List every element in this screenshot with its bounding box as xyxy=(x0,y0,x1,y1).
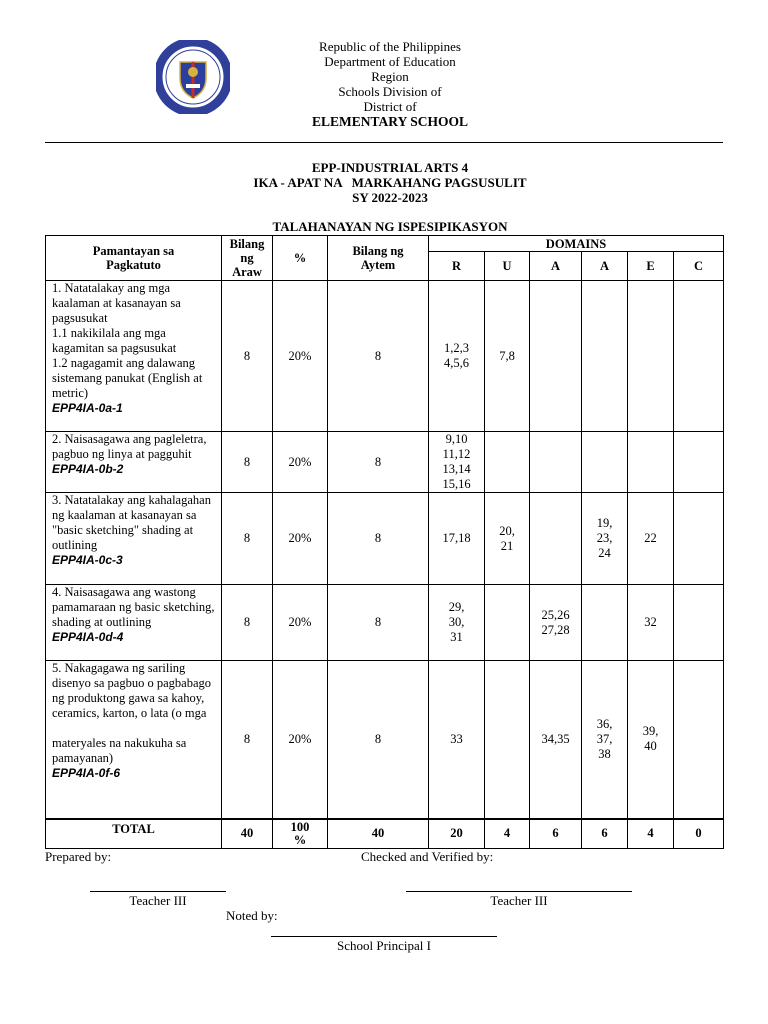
percent-cell: 20% xyxy=(273,281,328,432)
principal-signature-line xyxy=(271,936,497,937)
subject-title: EPP-INDUSTRIAL ARTS 4 xyxy=(311,160,469,175)
competency-code: EPP4IA-0a-1 xyxy=(52,401,123,415)
domain-e-cell: 32 xyxy=(628,585,674,661)
letterhead xyxy=(230,39,550,129)
domain-a1-cell xyxy=(530,281,582,432)
days-cell: 8 xyxy=(222,432,273,493)
total-domain-c: 0 xyxy=(674,819,724,849)
domain-a2-cell: 19, 23, 24 xyxy=(582,493,628,585)
domain-r-cell: 9,10 11,12 13,14 15,16 xyxy=(429,432,485,493)
total-items: 40 xyxy=(328,819,429,849)
teacher1-signature-line xyxy=(90,891,226,892)
total-domain-a1: 6 xyxy=(530,819,582,849)
domain-u-cell xyxy=(485,585,530,661)
domain-u-cell: 20, 21 xyxy=(485,493,530,585)
total-domain-u: 4 xyxy=(485,819,530,849)
table-row xyxy=(46,661,724,819)
col-header-competency: Pamantayan sa Pagkatuto xyxy=(46,236,222,281)
school-year: SY 2022-2023 xyxy=(352,190,428,205)
competency-code: EPP4IA-0d-4 xyxy=(52,630,124,644)
deped-seal-logo xyxy=(156,40,230,114)
domain-a1-cell: 25,26 27,28 xyxy=(530,585,582,661)
days-cell: 8 xyxy=(222,493,273,585)
days-cell: 8 xyxy=(222,585,273,661)
domain-label: A xyxy=(582,252,628,281)
header-divider xyxy=(45,142,723,143)
header-line: Department of Education xyxy=(324,54,456,69)
table-row xyxy=(46,493,724,585)
percent-cell: 20% xyxy=(273,585,328,661)
table-header-row xyxy=(46,236,724,252)
competency-text: 1. Natatalakay ang mga kaalaman at kasanayan sa pagsusukat 1.1 nakikilala ang mga kagamitan sa pagsusukat 1.2 nagagamit ang dalawang sistemang panukat (English at metric) xyxy=(52,281,203,400)
exam-titles xyxy=(160,160,620,205)
competency-cell xyxy=(46,493,222,585)
domain-e-cell: 39, 40 xyxy=(628,661,674,819)
header-line: Schools Division of xyxy=(338,84,442,99)
noted-by-label: Noted by: xyxy=(226,908,278,923)
col-header-percent: % xyxy=(273,236,328,281)
items-cell: 8 xyxy=(328,432,429,493)
total-percent: 100 % xyxy=(273,819,328,849)
items-cell: 8 xyxy=(328,281,429,432)
competency-text: 5. Nakagagawa ng sariling disenyo sa pagbuo o pagbabago ng produktong gawa sa kahoy, ceramics, karton, o lata (o mga materyales na nakukuha sa pamayanan) xyxy=(52,661,211,765)
total-label: TOTAL xyxy=(46,819,222,849)
domain-r-cell: 1,2,3 4,5,6 xyxy=(429,281,485,432)
competency-code: EPP4IA-0f-6 xyxy=(52,766,121,780)
domain-label: C xyxy=(674,252,724,281)
items-cell: 8 xyxy=(328,493,429,585)
competency-cell xyxy=(46,585,222,661)
principal-title: School Principal I xyxy=(337,938,431,953)
domain-c-cell xyxy=(674,432,724,493)
col-header-domains: DOMAINS xyxy=(429,236,724,252)
domain-c-cell xyxy=(674,661,724,819)
domain-e-cell: 22 xyxy=(628,493,674,585)
domain-a2-cell: 36, 37, 38 xyxy=(582,661,628,819)
table-title: TALAHANAYAN NG ISPESIPIKASYON xyxy=(272,219,508,234)
domain-a2-cell xyxy=(582,585,628,661)
competency-text: 2. Naisasagawa ang pagleletra, pagbuo ng linya at pagguhit xyxy=(52,432,207,461)
header-line: District of xyxy=(363,99,417,114)
domain-r-cell: 29, 30, 31 xyxy=(429,585,485,661)
items-cell: 8 xyxy=(328,661,429,819)
table-row xyxy=(46,585,724,661)
domain-e-cell xyxy=(628,432,674,493)
total-row xyxy=(46,819,724,849)
school-name: ELEMENTARY SCHOOL xyxy=(312,114,468,129)
quarter-title: IKA - APAT NA MARKAHANG PAGSUSULIT xyxy=(253,175,527,190)
competency-text: 4. Naisasagawa ang wastong pamamaraan ng basic sketching, shading at outlining xyxy=(52,585,215,629)
domain-a1-cell: 34,35 xyxy=(530,661,582,819)
total-domain-a2: 6 xyxy=(582,819,628,849)
checked-by-label: Checked and Verified by: xyxy=(361,849,494,864)
domain-label: E xyxy=(628,252,674,281)
total-days: 40 xyxy=(222,819,273,849)
col-header-items: Bilang ng Aytem xyxy=(328,236,429,281)
table-row xyxy=(46,432,724,493)
domain-r-cell: 33 xyxy=(429,661,485,819)
domain-c-cell xyxy=(674,281,724,432)
competency-text: 3. Natatalakay ang kahalagahan ng kaalaman at kasanayan sa "basic sketching" shading at outlining xyxy=(52,493,211,552)
teacher2-signature-line xyxy=(406,891,632,892)
domain-u-cell xyxy=(485,661,530,819)
domain-c-cell xyxy=(674,493,724,585)
domain-e-cell xyxy=(628,281,674,432)
header-line: Region xyxy=(371,69,409,84)
specification-table xyxy=(45,235,724,849)
percent-cell: 20% xyxy=(273,661,328,819)
domain-a1-cell xyxy=(530,432,582,493)
total-domain-r: 20 xyxy=(429,819,485,849)
prepared-by-label: Prepared by: xyxy=(45,849,112,864)
competency-cell xyxy=(46,432,222,493)
domain-a2-cell xyxy=(582,432,628,493)
domain-u-cell: 7,8 xyxy=(485,281,530,432)
total-domain-e: 4 xyxy=(628,819,674,849)
percent-cell: 20% xyxy=(273,493,328,585)
domain-a1-cell xyxy=(530,493,582,585)
col-header-days: Bilang ng Araw xyxy=(222,236,273,281)
competency-code: EPP4IA-0b-2 xyxy=(52,462,124,476)
domain-label: U xyxy=(485,252,530,281)
domain-c-cell xyxy=(674,585,724,661)
competency-code: EPP4IA-0c-3 xyxy=(52,553,123,567)
domain-u-cell xyxy=(485,432,530,493)
percent-cell: 20% xyxy=(273,432,328,493)
items-cell: 8 xyxy=(328,585,429,661)
table-row xyxy=(46,281,724,432)
domain-label: A xyxy=(530,252,582,281)
days-cell: 8 xyxy=(222,661,273,819)
teacher2-title: Teacher III xyxy=(490,893,548,908)
domain-r-cell: 17,18 xyxy=(429,493,485,585)
days-cell: 8 xyxy=(222,281,273,432)
teacher1-title: Teacher III xyxy=(129,893,187,908)
domain-a2-cell xyxy=(582,281,628,432)
domain-label: R xyxy=(429,252,485,281)
competency-cell xyxy=(46,281,222,432)
header-line: Republic of the Philippines xyxy=(319,39,461,54)
competency-cell xyxy=(46,661,222,819)
